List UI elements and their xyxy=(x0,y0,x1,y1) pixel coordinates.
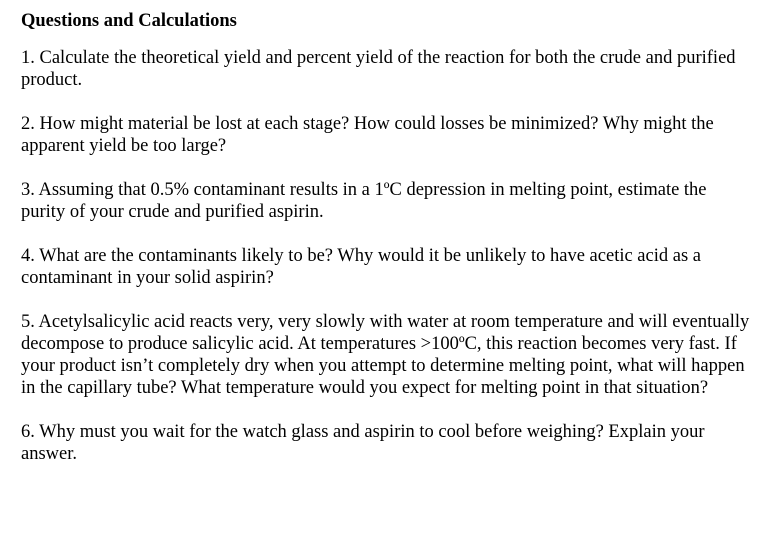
question-2: 2. How might material be lost at each stage? How could losses be minimized? Why might the apparent yield be too large? xyxy=(21,114,714,156)
question-5: 5. Acetylsalicylic acid reacts very, very slowly with water at room temperature and will eventually decompose to produce salicylic acid. At temperatures >100ºC, this reaction becomes very fast. If your product isn’t completely dry when you attempt to determine melting point, what will happen in the capillary tube? What temperature would you expect for melting point in that situation? xyxy=(21,312,750,398)
section-heading: Questions and Calculations xyxy=(21,11,237,31)
question-4: 4. What are the contaminants likely to be? Why would it be unlikely to have acetic acid as a contaminant in your solid aspirin? xyxy=(21,246,701,288)
question-6: 6. Why must you wait for the watch glass and aspirin to cool before weighing? Explain your answer. xyxy=(21,422,705,464)
question-3: 3. Assuming that 0.5% contaminant results in a 1ºC depression in melting point, estimate the purity of your crude and purified aspirin. xyxy=(21,180,707,222)
question-1: 1. Calculate the theoretical yield and percent yield of the reaction for both the crude and purified product. xyxy=(21,48,736,90)
